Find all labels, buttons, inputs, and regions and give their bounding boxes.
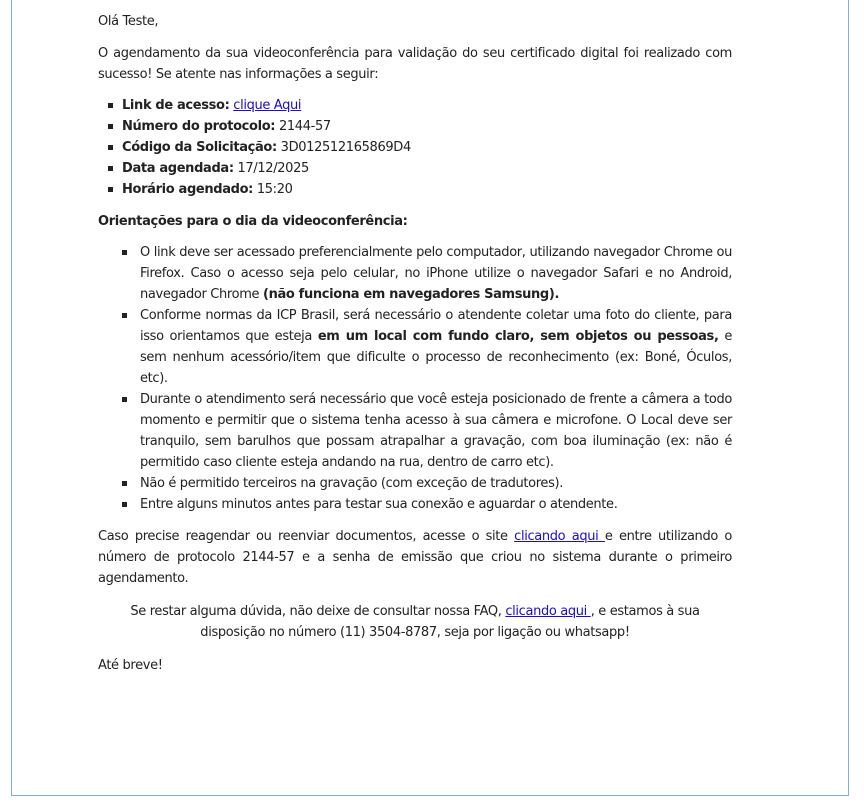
tip-text: Conforme normas da ICP Brasil, será necessário o atendente coletar uma foto do cliente, para isso orientamos que esteja [140, 308, 732, 344]
reschedule-link[interactable]: clicando aqui [514, 529, 605, 544]
list-item [122, 179, 732, 200]
list-item [122, 95, 732, 116]
request-code-value: 3D012512165869D4 [280, 140, 411, 155]
intro-paragraph: O agendamento da sua videoconferência para validação do seu certificado digital foi realizado com sucesso! Se atente nas informações a seguir: [98, 46, 732, 82]
orientations-list [98, 242, 732, 515]
list-item [140, 242, 732, 305]
list-item [140, 473, 732, 494]
list-item [140, 389, 732, 473]
faq-paragraph [98, 601, 732, 643]
tip-bold: (não funciona em navegadores Samsung). [262, 287, 560, 302]
tip-text: Durante o atendimento será necessário que você esteja posicionado de frente a câmera a todo momento e permitir que o sistema tenha acesso à sua câmera e microfone. O Local deve ser tranquilo, sem barulhos que possam atrapalhar a gravação, com boa iluminação (ex: não é permitido caso cliente esteja andando na rua, dentro de carro etc). [140, 392, 732, 470]
list-item [122, 116, 732, 137]
faq-text: Se restar alguma dúvida, não deixe de consultar nossa FAQ, [130, 604, 506, 619]
orientations-heading: Orientações para o dia da videoconferência: [98, 214, 408, 229]
reschedule-text: Caso precise reagendar ou reenviar documentos, acesse o site [98, 529, 515, 544]
protocol-label: Número do protocolo: [122, 119, 276, 134]
reschedule-paragraph [98, 526, 732, 589]
list-item [122, 158, 732, 179]
email-body [98, 11, 732, 676]
access-link-label: Link de acesso: [122, 98, 230, 113]
faq-text: , e estamos à sua disposição no número (11) 3504-8787, seja por ligação ou whatsapp! [200, 604, 700, 640]
tip-text: e sem nenhum acessório/item que dificulte o processo de reconhecimento (ex: Boné, Óculos, etc). [140, 329, 732, 386]
scheduled-time-value: 15:20 [256, 182, 293, 197]
tip-text: Entre alguns minutos antes para testar sua conexão e aguardar o atendente. [140, 497, 618, 512]
closing: Até breve! [98, 658, 163, 673]
scheduled-date-value: 17/12/2025 [237, 161, 309, 176]
tip-text: O link deve ser acessado preferencialmente pelo computador, utilizando navegador Chrome ou Firefox. Caso o acesso seja pelo celular, no iPhone utilize o navegador Safari e no Android, navegador Chrome [140, 245, 732, 302]
tip-bold: em um local com fundo claro, sem objetos ou pessoas, [317, 329, 719, 344]
scheduled-time-label: Horário agendado: [122, 182, 254, 197]
list-item [122, 137, 732, 158]
appointment-info-list [98, 95, 732, 200]
access-link[interactable]: clique Aqui [233, 98, 302, 113]
list-item [140, 494, 732, 515]
list-item [140, 305, 732, 389]
protocol-value: 2144-57 [278, 119, 331, 134]
faq-link[interactable]: clicando aqui [505, 604, 591, 619]
request-code-label: Código da Solicitação: [122, 140, 277, 155]
tip-text: Não é permitido terceiros na gravação (com exceção de tradutores). [140, 476, 564, 491]
greeting: Olá Teste, [98, 14, 159, 29]
scheduled-date-label: Data agendada: [122, 161, 234, 176]
reschedule-text: e entre utilizando o número de protocolo 2144-57 e a senha de emissão que criou no sistema durante o primeiro agendamento. [98, 529, 732, 586]
